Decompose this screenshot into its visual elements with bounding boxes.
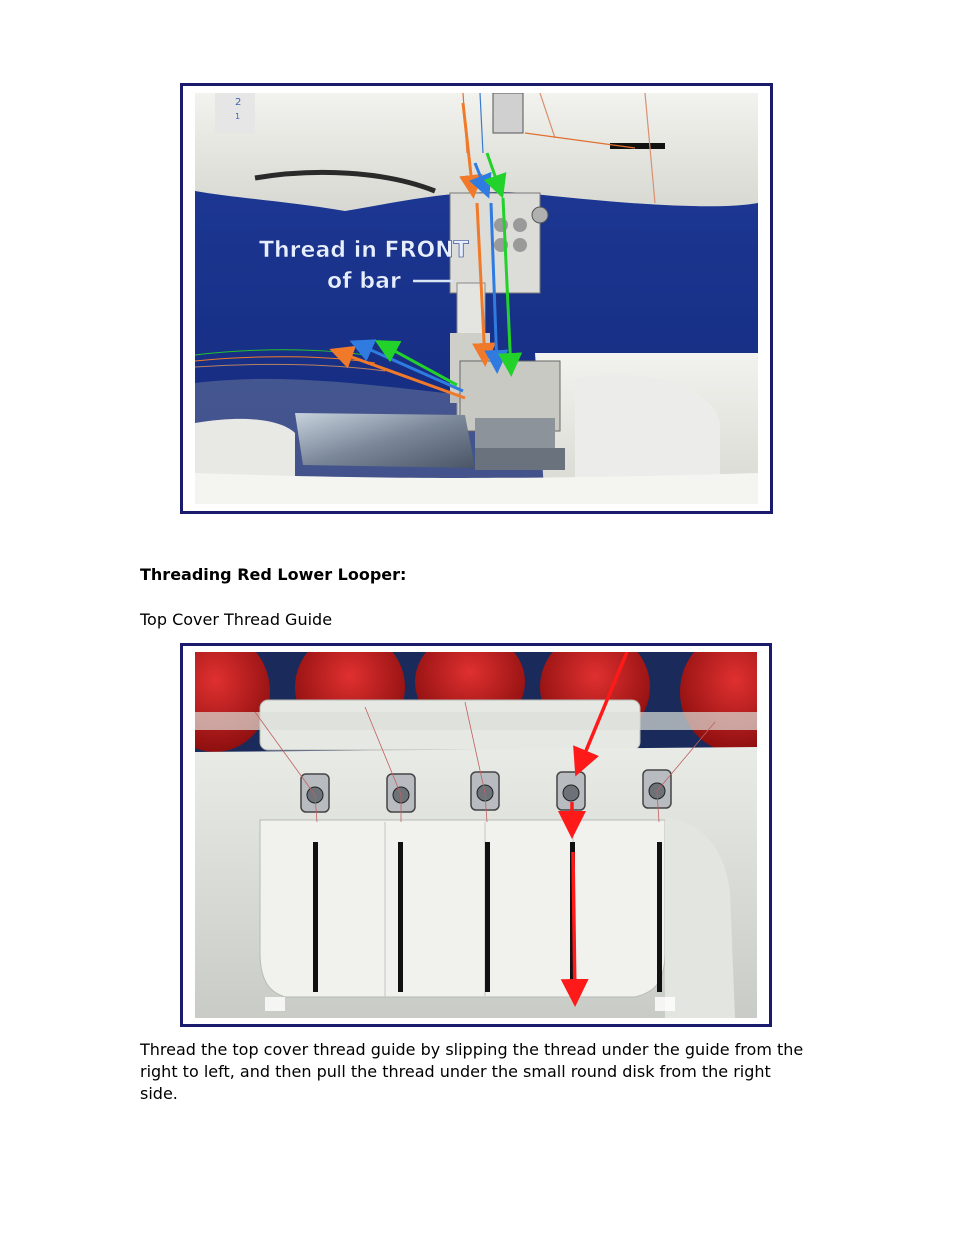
callout-of-bar: of bar — [327, 269, 401, 294]
serger-needle-area-illustration — [195, 93, 758, 504]
svg-text:1: 1 — [235, 112, 241, 121]
callout-thread-in-front: Thread in FRONT — [259, 238, 469, 263]
section-heading: Threading Red Lower Looper: — [140, 565, 407, 584]
svg-text:2: 2 — [235, 97, 242, 108]
section-subheading: Top Cover Thread Guide — [140, 610, 333, 629]
instruction-paragraph: Thread the top cover thread guide by slipping the thread under the guide from the right to left, and then pull the thread under the small round disk from the right side. — [140, 1040, 804, 1103]
thread-guide-illustration — [195, 652, 757, 1018]
photo-top-cover-thread-guide — [195, 652, 757, 1018]
photo-thread-in-front-of-bar — [195, 93, 758, 504]
